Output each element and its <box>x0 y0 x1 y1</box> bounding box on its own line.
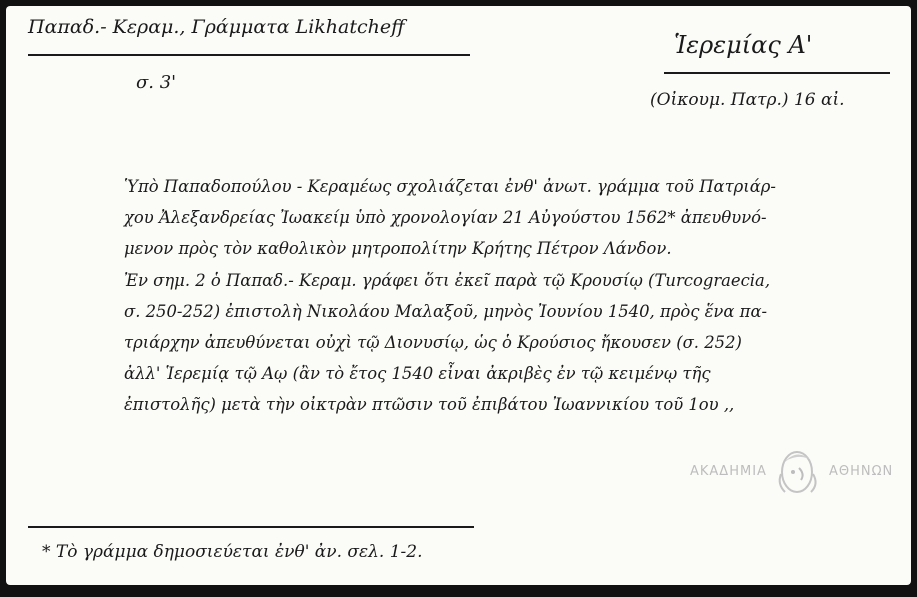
index-card <box>6 6 911 585</box>
body-line: Ἐν σημ. 2 ὁ Παπαδ.- Κεραμ. γράφει ὅτι ἐκεῖ παρὰ τῷ Κρουσίῳ (Turcograecia, <box>124 270 771 290</box>
section-number: σ. 3' <box>136 72 177 93</box>
academy-watermark <box>690 444 893 498</box>
body-line: χου Ἀλεξανδρείας Ἰωακείμ ὑπὸ χρονολογίαν 21 Αὐγούστου 1562* ἀπευθυνό- <box>124 208 767 228</box>
person-title: Ἱερεμίας Α' <box>674 31 813 59</box>
footnote: * Τὸ γράμμα δημοσιεύεται ἐνθ' ἀν. σελ. 1-2. <box>42 542 423 562</box>
watermark-text-left: ΑΚΑΔΗΜΙΑ <box>690 463 767 479</box>
body-line: ἀλλ' Ἱερεμίᾳ τῷ Αῳ (ἂν τὸ ἔτος 1540 εἶναι ἀκριβὲς ἐν τῷ κειμένῳ τῆς <box>124 364 711 384</box>
body-line: σ. 250-252) ἐπιστολὴ Νικολάου Μαλαξοῦ, μηνὸς Ἰουνίου 1540, πρὸς ἕνα πα- <box>124 301 768 321</box>
person-subtitle: (Οἰκουμ. Πατρ.) 16 αἰ. <box>650 90 845 110</box>
athena-head-icon <box>773 444 823 498</box>
body-line: μενον πρὸς τὸν καθολικὸν μητροπολίτην Κρήτης Πέτρον Λάνδον. <box>124 239 672 259</box>
card-body <box>124 171 904 421</box>
person-title-underline <box>664 72 890 74</box>
card-header: Παπαδ.- Κεραμ., Γράμματα Likhatcheff <box>28 16 405 38</box>
body-line: Ὑπὸ Παπαδοπούλου - Κεραμέως σχολιάζεται ἐνθ' ἀνωτ. γράμμα τοῦ Πατριάρ- <box>124 177 776 196</box>
body-line: ἐπιστολῆς) μετὰ τὴν οἰκτρὰν πτῶσιν τοῦ ἐπιβάτου Ἰωαννικίου τοῦ 1ου ,, <box>124 395 735 415</box>
footnote-divider <box>28 526 474 528</box>
watermark-text-right: ΑΘΗΝΩΝ <box>828 463 894 479</box>
body-line: τριάρχην ἀπευθύνεται οὐχὶ τῷ Διονυσίῳ, ὡς ὁ Κρούσιος ἤκουσεν (σ. 252) <box>124 333 742 353</box>
header-underline <box>28 54 470 56</box>
